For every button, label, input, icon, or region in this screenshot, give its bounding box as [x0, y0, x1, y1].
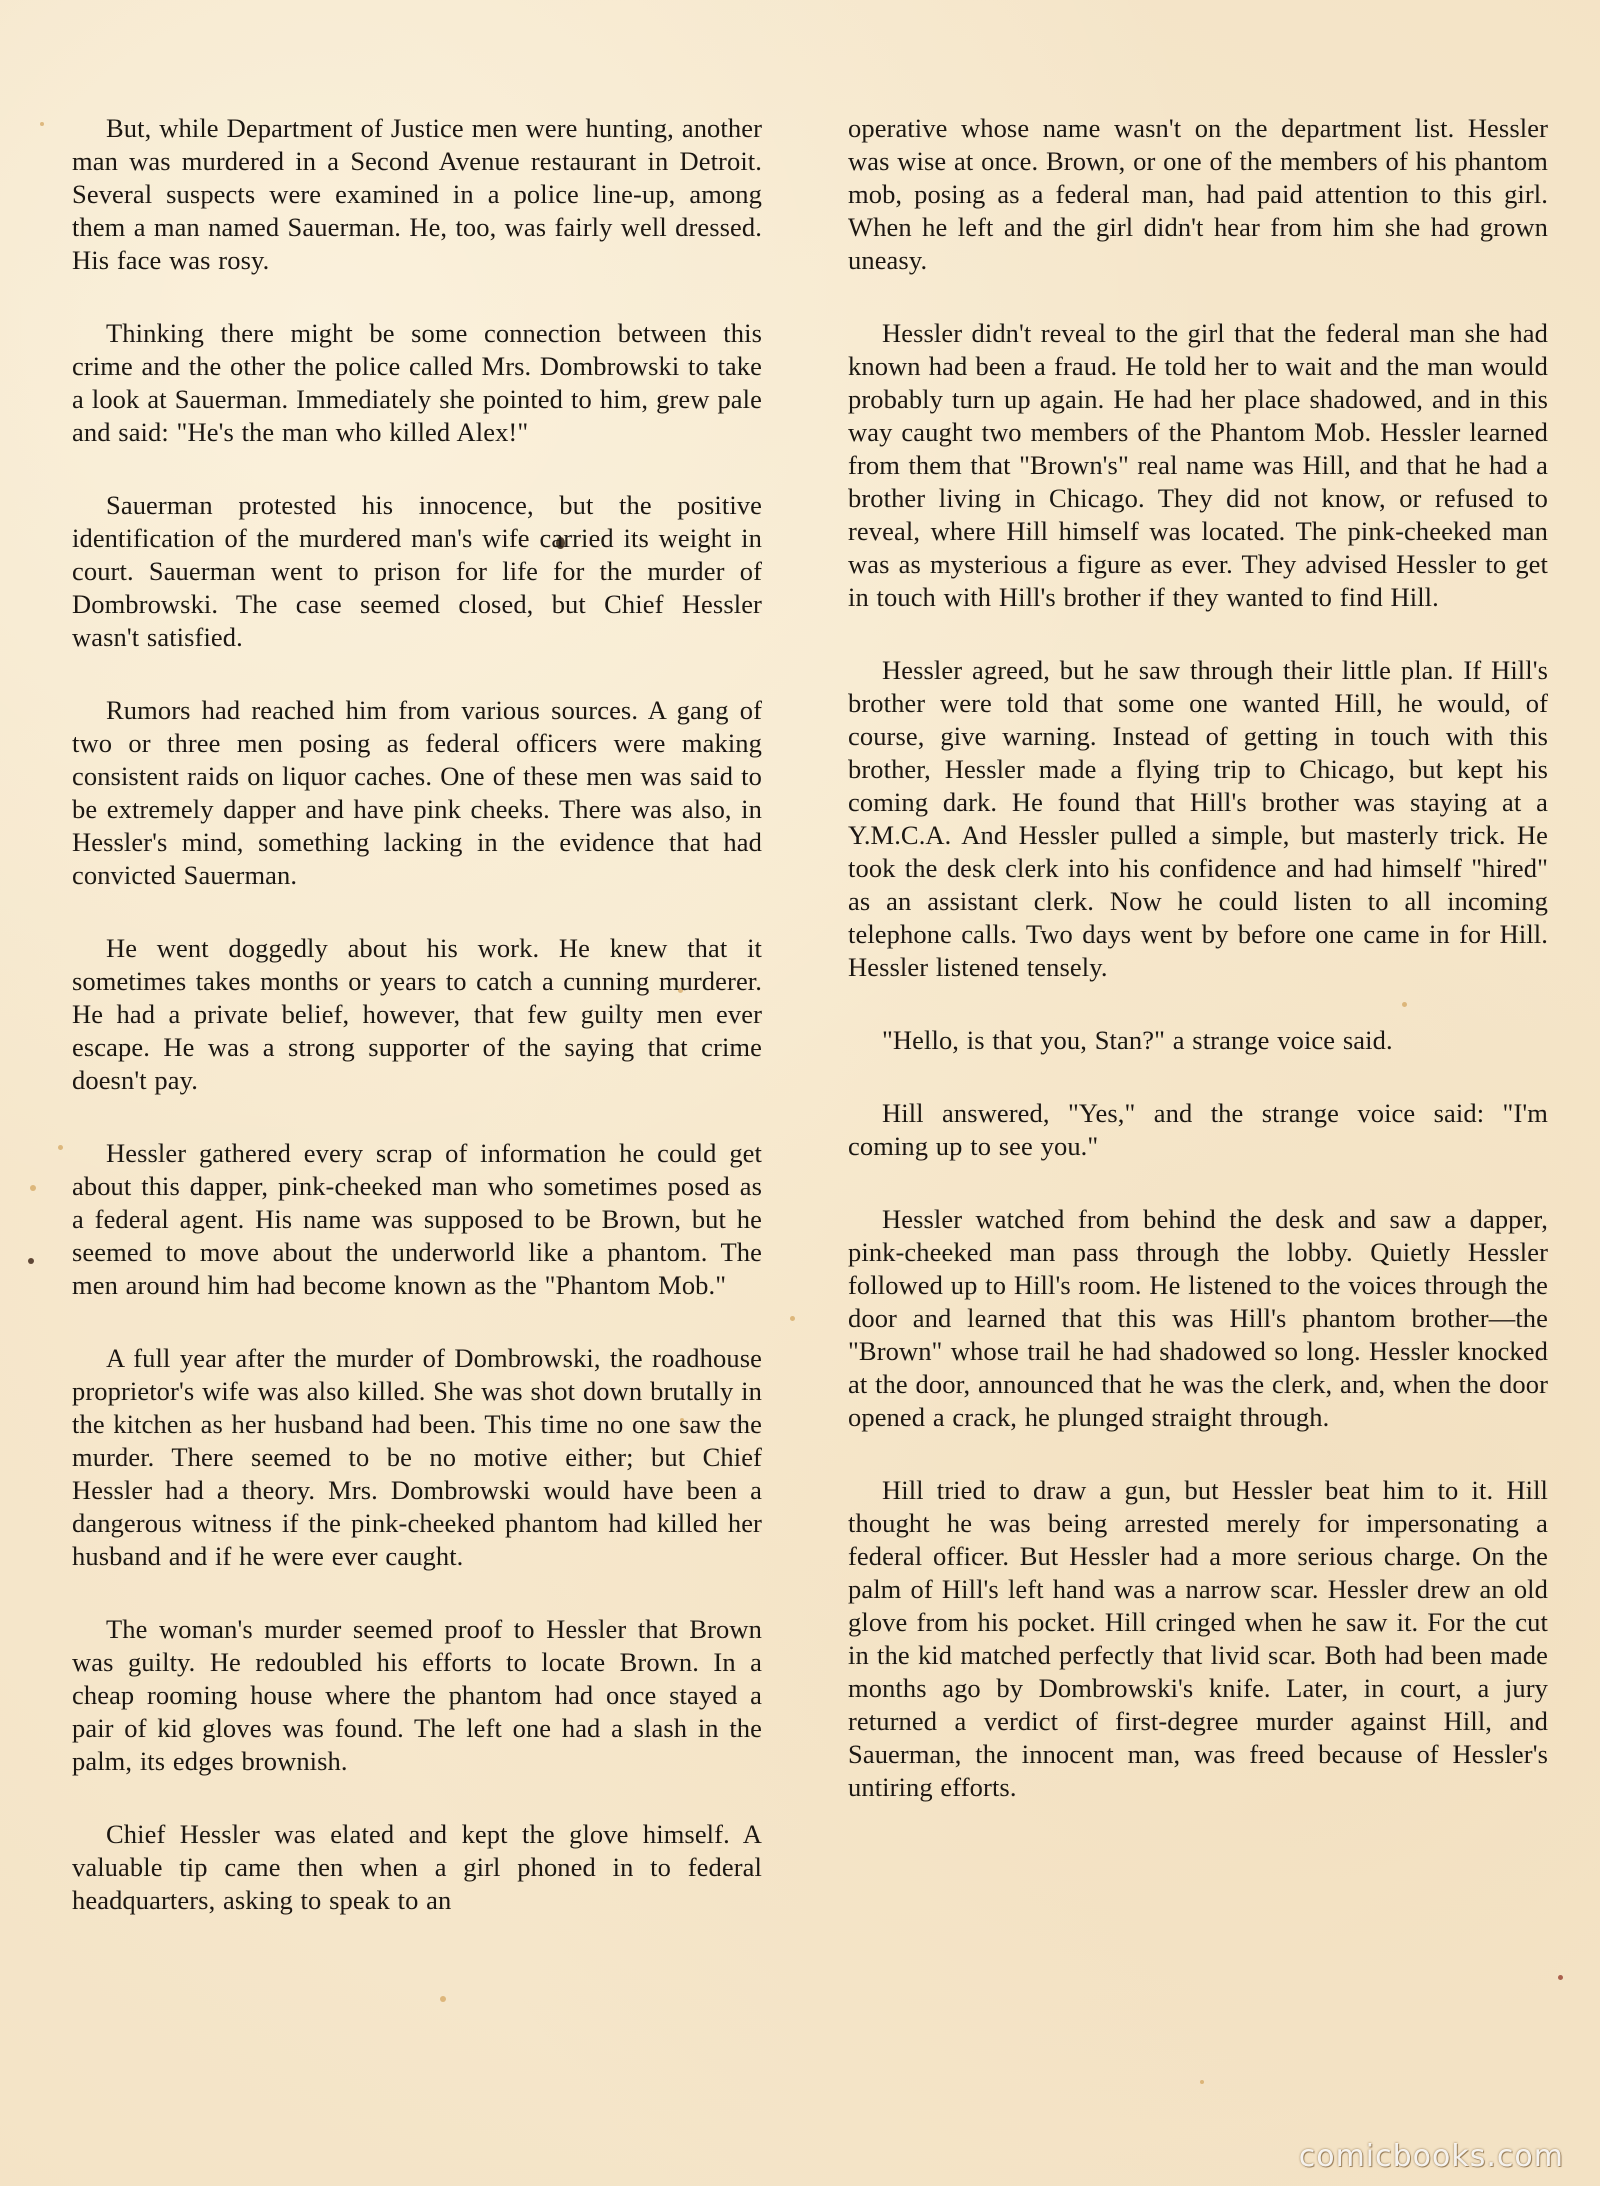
- paper-speck: [40, 122, 44, 126]
- paragraph: A full year after the murder of Dombrowski, the roadhouse proprietor's wife was also killed. She was shot down brutally in the kitchen as her husband had been. This time no one saw the murder. There seemed to be no motive either; but Chief Hessler had a theory. Mrs. Dombrowski would have been a dangerous witness if the pink-cheeked phantom had killed her husband and if he were ever caught.: [72, 1343, 762, 1571]
- paragraph: Hessler didn't reveal to the girl that the federal man she had known had been a fraud. He told her to wait and the man would probably turn up again. He had her place shadowed, and in this way caught two members of the Phantom Mob. Hessler learned from them that "Brown's" real name was Hill, and that he had a brother living in Chicago. They did not know, or refused to reveal, where Hill himself was located. The pink-cheeked man was as mysterious a figure as ever. They advised Hessler to get in touch with Hill's brother if they wanted to find Hill.: [848, 318, 1548, 612]
- paper-speck: [30, 1185, 36, 1191]
- paragraph: Hessler agreed, but he saw through their little plan. If Hill's brother were told that some one wanted Hill, he would, of course, give warning. Instead of getting in touch with this brother, Hessler made a flying trip to Chicago, but kept his coming dark. He found that Hill's brother was staying at a Y.M.C.A. And Hessler pulled a simple, but masterly trick. He took the desk clerk into his confidence and had himself "hired" as an assistant clerk. Now he could listen to all incoming telephone calls. Two days went by before one came in for Hill. Hessler listened tensely.: [848, 655, 1548, 982]
- paragraph: Hessler gathered every scrap of information he could get about this dapper, pink-cheeked man who sometimes posed as a federal agent. His name was supposed to be Brown, but he seemed to move about the underworld like a phantom. The men around him had become known as the "Phantom Mob.": [72, 1138, 762, 1300]
- paper-speck: [28, 1258, 34, 1264]
- paragraph: Rumors had reached him from various sources. A gang of two or three men posing as federal officers were making consistent raids on liquor caches. One of these men was said to be extremely dapper and have pink cheeks. There was also, in Hessler's mind, something lacking in the evidence that had convicted Sauerman.: [72, 695, 762, 890]
- paragraph: Hill answered, "Yes," and the strange voice said: "I'm coming up to see you.": [848, 1098, 1548, 1161]
- paragraph: The woman's murder seemed proof to Hessler that Brown was guilty. He redoubled his efforts to locate Brown. In a cheap rooming house where the phantom had once stayed a pair of kid gloves was found. The left one had a slash in the palm, its edges brownish.: [72, 1614, 762, 1776]
- paragraph: Hessler watched from behind the desk and saw a dapper, pink-cheeked man pass through the lobby. Quietly Hessler followed up to Hill's room. He listened to the voices through the door and learned that this was Hill's phantom brother—the "Brown" whose trail he had shadowed so long. Hessler knocked at the door, announced that he was the clerk, and, when the door opened a crack, he plunged straight through.: [848, 1204, 1548, 1432]
- paragraph: Hill tried to draw a gun, but Hessler beat him to it. Hill thought he was being arrested merely for impersonating a federal officer. But Hessler had a more serious charge. On the palm of Hill's left hand was a narrow scar. Hessler drew an old glove from his pocket. Hill cringed when he saw it. For the cut in the kid matched perfectly that livid scar. Both had been made months ago by Dombrowski's knife. Later, in court, a jury returned a verdict of first-degree murder against Hill, and Sauerman, the innocent man, was freed because of Hessler's untiring efforts.: [848, 1475, 1548, 1802]
- paragraph: Chief Hessler was elated and kept the glove himself. A valuable tip came then when a girl phoned in to federal headquarters, asking to speak to an: [72, 1819, 762, 1915]
- right-column: [848, 112, 1548, 1844]
- paragraph: operative whose name wasn't on the department list. Hessler was wise at once. Brown, or one of the members of his phantom mob, posing as a federal man, had paid attention to this girl. When he left and the girl didn't hear from him she had grown uneasy.: [848, 113, 1548, 275]
- paper-speck: [1200, 2080, 1204, 2084]
- watermark: comicbooks.com: [1298, 2139, 1564, 2174]
- paper-speck: [1558, 1975, 1563, 1980]
- paper-speck: [440, 1996, 446, 2002]
- paragraph: Thinking there might be some connection between this crime and the other the police called Mrs. Dombrowski to take a look at Sauerman. Immediately she pointed to him, grew pale and said: "He's the man who killed Alex!": [72, 318, 762, 447]
- paragraph: But, while Department of Justice men were hunting, another man was murdered in a Second Avenue restaurant in Detroit. Several suspects were examined in a police line-up, among them a man named Sauerman. He, too, was fairly well dressed. His face was rosy.: [72, 113, 762, 275]
- paragraph: "Hello, is that you, Stan?" a strange voice said.: [882, 1025, 1393, 1055]
- paragraph: Sauerman protested his innocence, but the positive identification of the murdered man's wife carried its weight in court. Sauerman went to prison for life for the murder of Dombrowski. The case seemed closed, but Chief Hessler wasn't satisfied.: [72, 490, 762, 652]
- paper-speck: [790, 1316, 795, 1321]
- paragraph: He went doggedly about his work. He knew that it sometimes takes months or years to catch a cunning murderer. He had a private belief, however, that few guilty men ever escape. He was a strong supporter of the saying that crime doesn't pay.: [72, 933, 762, 1095]
- paper-speck: [58, 1145, 63, 1150]
- left-column: [72, 112, 762, 1957]
